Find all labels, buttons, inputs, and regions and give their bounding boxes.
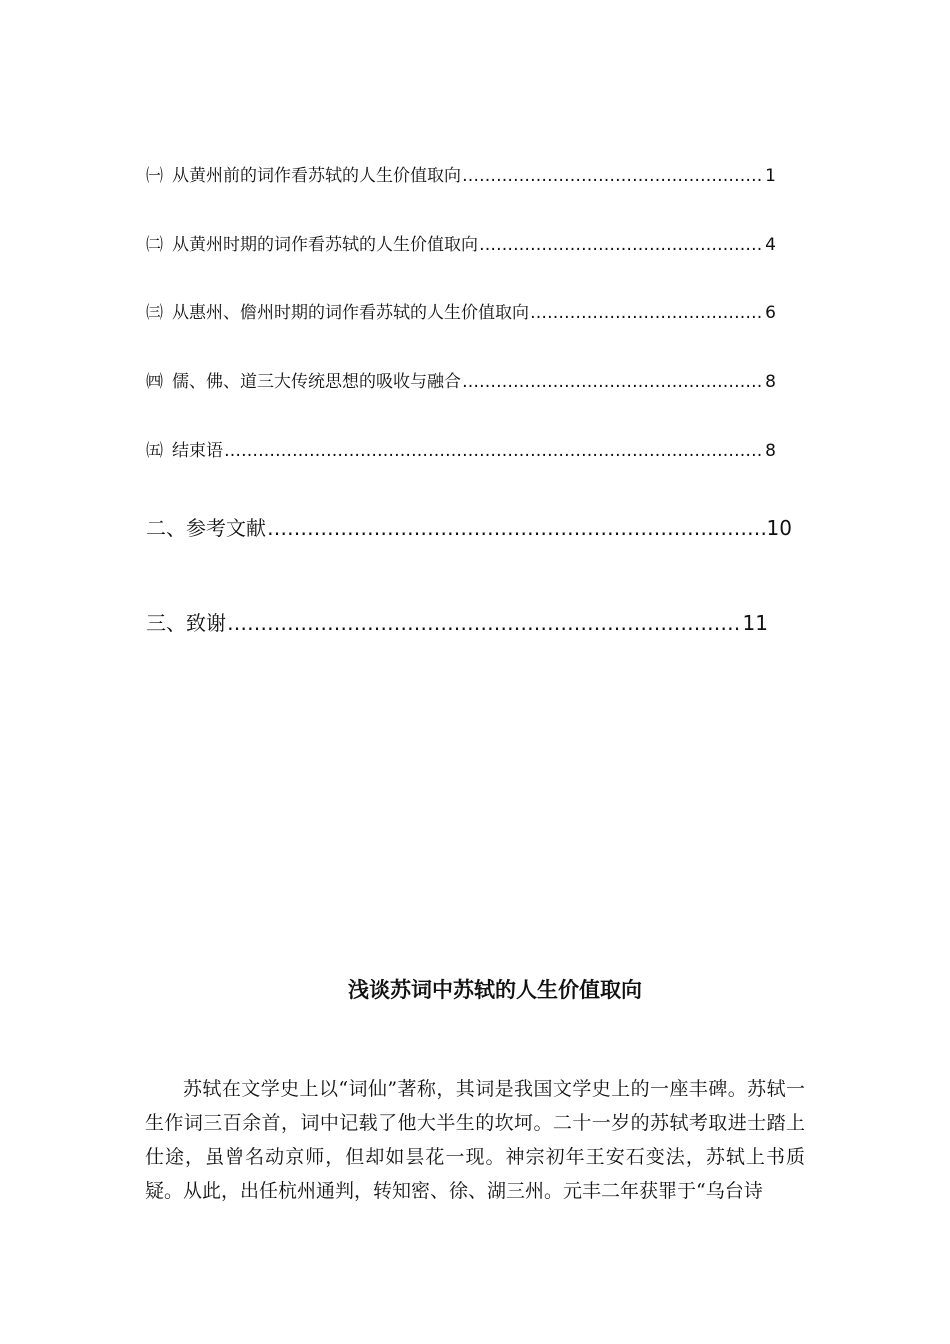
toc-entry-title: 二、参考文献 [146,516,266,540]
toc-entry-title: 结束语 [172,441,223,461]
toc-entry-acknowledgements[interactable] [146,607,768,636]
dot-leader [227,611,742,635]
toc-entry-3[interactable] [146,298,776,323]
document-title: 浅谈苏词中苏轼的人生价值取向 [348,978,642,1002]
dot-leader [479,235,764,255]
toc-entry-page: 10 [766,516,792,540]
dot-leader [224,441,764,461]
toc-entry-4[interactable] [146,367,776,392]
dot-leader [462,166,764,186]
toc-entry-marker: ㈢ [146,303,163,323]
dot-leader [462,372,764,392]
toc-entry-marker: ㈤ [146,441,163,461]
toc-entry-references[interactable] [146,512,792,541]
toc-entry-title: 儒、佛、道三大传统思想的吸收与融合 [172,372,461,392]
body-paragraph: 苏轼在文学史上以“词仙”著称，其词是我国文学史上的一座丰碑。苏轼一生作词三百余首，词中记载了他大半生的坎坷。二十一岁的苏轼考取进士踏上仕途，虽曾名动京师，但却如昙花一现。神宗初年王安石变法，苏轼上书质疑。从此，出任杭州通判，转知密、徐、湖三州。元丰二年获罪于“乌台诗 [145,1078,805,1202]
toc-entry-page: 8 [765,372,776,392]
toc-entry-title: 从黄州前的词作看苏轼的人生价值取向 [172,166,461,186]
toc-entry-page: 4 [765,235,776,255]
toc-entry-title: 三、致谢 [146,611,226,635]
toc-entry-marker: ㈣ [146,372,163,392]
toc-entry-marker: ㈠ [146,166,163,186]
dot-leader [267,516,766,540]
toc-entry-page: 6 [765,303,776,323]
toc-entry-title: 从黄州时期的词作看苏轼的人生价值取向 [172,235,478,255]
toc-entry-page: 8 [765,441,776,461]
toc-entry-1[interactable] [146,161,776,186]
toc-entry-page: 11 [742,611,768,635]
toc-entry-title: 从惠州、儋州时期的词作看苏轼的人生价值取向 [172,303,529,323]
toc-entry-2[interactable] [146,230,776,255]
toc-entry-marker: ㈡ [146,235,163,255]
toc-entry-page: 1 [765,166,776,186]
dot-leader [530,303,764,323]
toc-entry-5[interactable] [146,436,776,461]
